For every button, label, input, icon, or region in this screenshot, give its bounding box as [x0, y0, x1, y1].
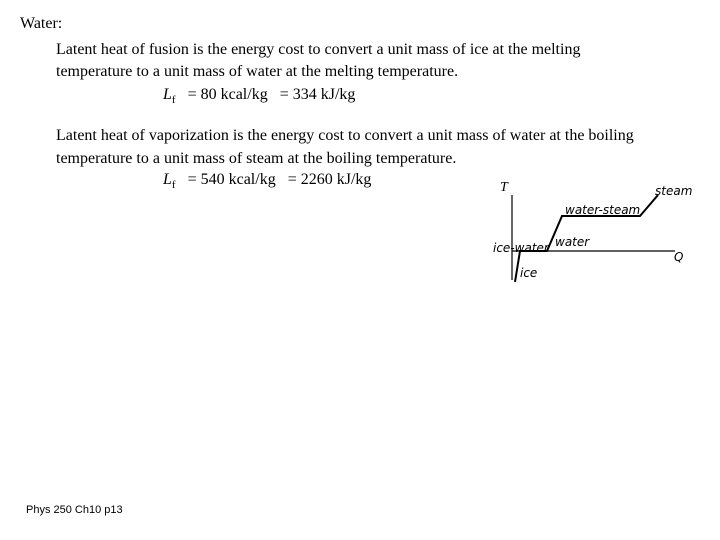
slide-title: Water: — [20, 15, 63, 32]
fusion-subscript: f — [171, 94, 176, 106]
fusion-definition-line-1: Latent heat of fusion is the energy cost to convert a unit mass of ice at the melting — [56, 41, 581, 58]
segment-label-ice: ice — [520, 266, 538, 280]
segment-label-water-steam: water-steam — [565, 203, 641, 217]
fusion-symbol: L — [163, 86, 172, 103]
fusion-value-kcal: = 80 kcal/kg — [187, 86, 268, 103]
vaporization-value-kj: = 2260 kJ/kg — [287, 171, 372, 188]
vaporization-definition-line-2: temperature to a unit mass of steam at the boiling temperature. — [56, 150, 457, 167]
footer-page-label: Phys 250 Ch10 p13 — [26, 504, 123, 516]
segment-label-steam: steam — [655, 184, 693, 198]
vaporization-value-kcal: = 540 kcal/kg — [187, 171, 276, 188]
segment-label-water: water — [555, 235, 590, 249]
y-axis-label: T — [500, 180, 508, 195]
x-axis-label: Q — [674, 250, 684, 264]
vaporization-definition-line-1: Latent heat of vaporization is the energy cost to convert a unit mass of water at the boiling — [56, 127, 634, 144]
fusion-definition-line-2: temperature to a unit mass of water at the melting temperature. — [56, 63, 459, 80]
vaporization-subscript: f — [171, 179, 176, 191]
vaporization-symbol: L — [163, 171, 172, 188]
segment-label-ice-water: ice-water — [493, 241, 549, 255]
fusion-value-kj: = 334 kJ/kg — [279, 86, 356, 103]
